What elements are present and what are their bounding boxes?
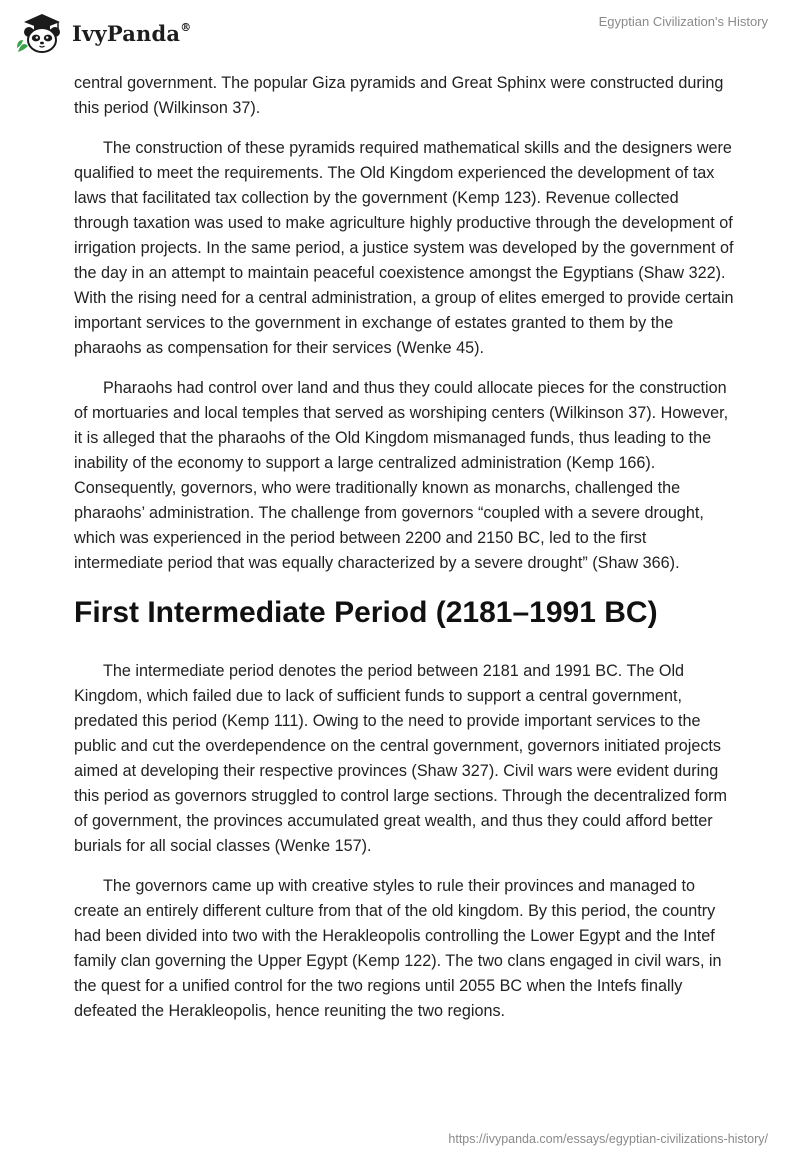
- paragraph-pharaohs-control: Pharaohs had control over land and thus they could allocate pieces for the construction of mortuaries and local temples that served as worshiping centers (Wilkinson 37). However, it is alleged that the pharaohs of the Old Kingdom mismanaged funds, thus leading to the inability of the economy to support a large centralized administration (Kemp 166). Consequently, governors, who were traditionally known as monarchs, challenged the pharaohs’ administration. The challenge from governors “coupled with a severe drought, which was experienced in the period between 2200 and 2150 BC, led to the first intermediate period that was equally characterized by a severe drought” (Shaw 366).: [74, 379, 729, 572]
- section-heading: First Intermediate Period (2181–1991 BC): [74, 596, 658, 629]
- paragraph-continued: central government. The popular Giza pyramids and Great Sphinx were constructed during this period (Wilkinson 37).: [74, 74, 724, 117]
- essay-body: [74, 71, 734, 1039]
- registered-mark: ®: [180, 20, 192, 34]
- paragraph-pyramids-construction: The construction of these pyramids required mathematical skills and the designers were qualified to meet the requirements. The Old Kingdom experienced the development of tax laws that facilitated tax collection by the government (Kemp 123). Revenue collected through taxation was used to make agriculture highly productive through the development of irrigation projects. In the same period, a justice system was developed by the government of the day in an attempt to maintain peaceful coexistence amongst the Egyptians (Shaw 322). With the rising need for a central administration, a group of elites emerged to provide certain important services to the government in exchange of estates granted to them by the pharaohs as compensation for their services (Wenke 45).: [74, 139, 734, 357]
- document-title: Egyptian Civilization's History: [598, 14, 768, 29]
- ivypanda-logo[interactable]: [14, 8, 191, 58]
- paragraph-governors-styles: The governors came up with creative styles to rule their provinces and managed to create an entirely different culture from that of the old kingdom. By this period, the country had been divided into two with the Herakleopolis controlling the Lower Egypt and the Intef family clan governing the Upper Egypt (Kemp 122). The two clans engaged in civil wars, in the quest for a unified control for the two regions until 2055 BC when the Intefs finally defeated the Herakleopolis, hence reuniting the two regions.: [74, 877, 722, 1020]
- page-header: [0, 0, 800, 60]
- source-url[interactable]: https://ivypanda.com/essays/egyptian-civilizations-history/: [448, 1132, 768, 1146]
- panda-mascot-icon: [14, 10, 70, 56]
- paragraph-intermediate-period: The intermediate period denotes the period between 2181 and 1991 BC. The Old Kingdom, which failed due to lack of sufficient funds to support a central government, predated this period (Kemp 111). Owing to the need to provide important services to the public and cut the overdependence on the central government, governors initiated projects aimed at developing their respective provinces (Shaw 327). Civil wars were evident during this period as governors struggled to control large sections. Through the decentralized form of government, the provinces accumulated great wealth, and thus they could afford better burials for all social classes (Wenke 157).: [74, 662, 727, 855]
- brand-name: IvyPanda®: [72, 20, 192, 46]
